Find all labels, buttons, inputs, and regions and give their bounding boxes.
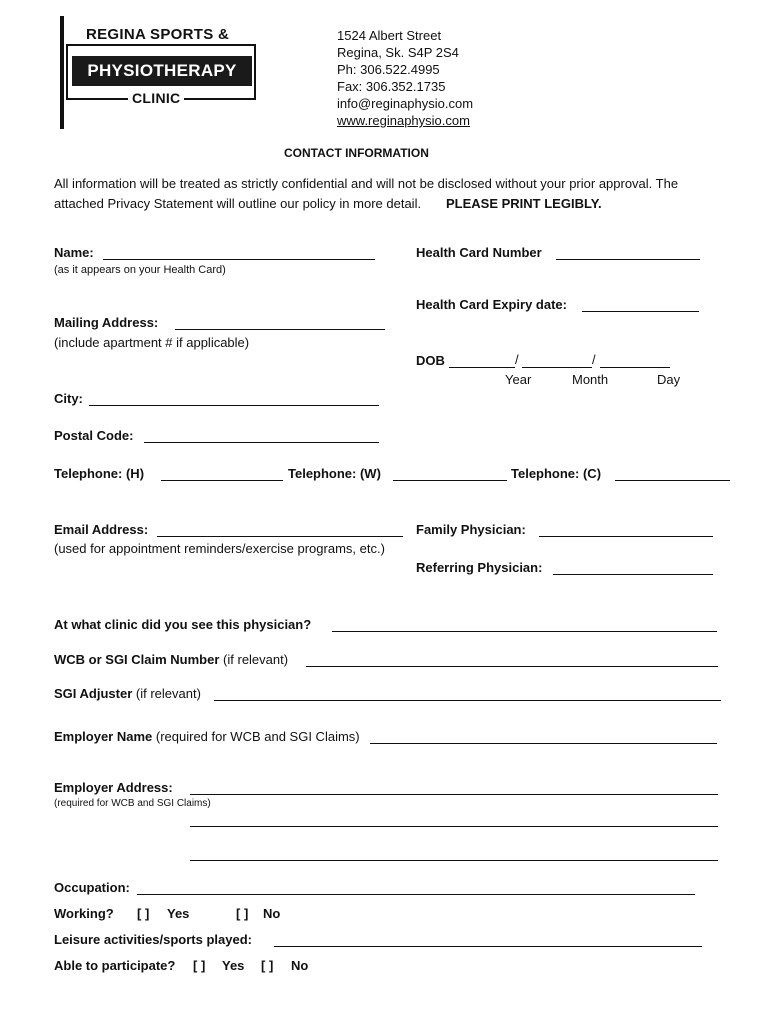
logo-text-top: REGINA SPORTS & bbox=[86, 26, 230, 43]
name-input-line[interactable] bbox=[103, 259, 375, 260]
referring-physician-label: Referring Physician: bbox=[416, 560, 543, 575]
employer-name-line[interactable] bbox=[370, 743, 717, 744]
dob-label: DOB bbox=[416, 353, 445, 368]
sgi-adjuster-line[interactable] bbox=[214, 700, 721, 701]
name-label: Name: bbox=[54, 245, 94, 260]
logo-text-main: PHYSIOTHERAPY bbox=[72, 56, 252, 86]
address-fax: Fax: 306.352.1735 bbox=[337, 79, 446, 94]
intro-line-2: attached Privacy Statement will outline our policy in more detail. bbox=[54, 196, 422, 211]
postal-code-line[interactable] bbox=[144, 442, 379, 443]
wcb-line[interactable] bbox=[306, 666, 718, 667]
leisure-line[interactable] bbox=[274, 946, 702, 947]
employer-address-note: (required for WCB and SGI Claims) bbox=[54, 798, 211, 809]
working-yes-label: Yes bbox=[167, 906, 190, 921]
sgi-adjuster-note: (if relevant) bbox=[135, 686, 201, 701]
address-street: 1524 Albert Street bbox=[337, 28, 442, 43]
employer-address-line-1[interactable] bbox=[190, 794, 718, 795]
telephone-cell-line[interactable] bbox=[615, 480, 730, 481]
able-yes-label: Yes bbox=[222, 958, 245, 973]
email-note: (used for appointment reminders/exercise programs, etc.) bbox=[54, 541, 385, 556]
employer-address-line-2[interactable] bbox=[190, 826, 718, 827]
logo-text-clinic: CLINIC bbox=[128, 90, 184, 106]
dob-day-line[interactable] bbox=[600, 367, 670, 368]
employer-name-note: (required for WCB and SGI Claims) bbox=[155, 729, 360, 744]
mailing-address-label: Mailing Address: bbox=[54, 315, 159, 330]
dob-year-line[interactable] bbox=[449, 367, 515, 368]
name-note: (as it appears on your Health Card) bbox=[54, 264, 226, 276]
able-yes-checkbox[interactable]: [ ] bbox=[193, 958, 206, 973]
occupation-label: Occupation: bbox=[54, 880, 130, 895]
mailing-address-line[interactable] bbox=[175, 329, 385, 330]
employer-address-line-3[interactable] bbox=[190, 860, 718, 861]
family-physician-line[interactable] bbox=[539, 536, 713, 537]
clinic-question-line[interactable] bbox=[332, 631, 717, 632]
health-card-expiry-label: Health Card Expiry date: bbox=[416, 297, 567, 312]
wcb-note: (if relevant) bbox=[223, 652, 289, 667]
occupation-line[interactable] bbox=[137, 894, 695, 895]
health-card-expiry-line[interactable] bbox=[582, 311, 699, 312]
health-card-number-line[interactable] bbox=[556, 259, 700, 260]
family-physician-label: Family Physician: bbox=[416, 522, 526, 537]
email-label: Email Address: bbox=[54, 522, 149, 537]
telephone-cell-label: Telephone: (C) bbox=[511, 466, 602, 481]
dob-month-caption: Month bbox=[572, 372, 609, 387]
telephone-home-label: Telephone: (H) bbox=[54, 466, 145, 481]
working-no-checkbox[interactable]: [ ] bbox=[236, 906, 249, 921]
working-label: Working? bbox=[54, 906, 114, 921]
address-city: Regina, Sk. S4P 2S4 bbox=[337, 45, 459, 60]
postal-code-label: Postal Code: bbox=[54, 428, 134, 443]
wcb-label: WCB or SGI Claim Number bbox=[54, 652, 220, 667]
dob-day-caption: Day bbox=[657, 372, 681, 387]
dob-year-caption: Year bbox=[505, 372, 532, 387]
dob-month-line[interactable] bbox=[522, 367, 592, 368]
telephone-home-line[interactable] bbox=[161, 480, 283, 481]
leisure-label: Leisure activities/sports played: bbox=[54, 932, 252, 947]
sgi-adjuster-label: SGI Adjuster bbox=[54, 686, 133, 701]
referring-physician-line[interactable] bbox=[553, 574, 713, 575]
address-website[interactable]: www.reginaphysio.com bbox=[337, 113, 470, 128]
clinic-question-label: At what clinic did you see this physician? bbox=[54, 617, 312, 632]
able-label: Able to participate? bbox=[54, 958, 176, 973]
employer-name-label: Employer Name bbox=[54, 729, 153, 744]
working-yes-checkbox[interactable]: [ ] bbox=[137, 906, 150, 921]
able-no-label: No bbox=[291, 958, 309, 973]
dob-separator-1: / bbox=[515, 352, 519, 367]
health-card-number-label: Health Card Number bbox=[416, 245, 542, 260]
dob-separator-2: / bbox=[592, 352, 596, 367]
able-no-checkbox[interactable]: [ ] bbox=[261, 958, 274, 973]
page-title: CONTACT INFORMATION bbox=[284, 146, 429, 160]
employer-address-label: Employer Address: bbox=[54, 780, 173, 795]
city-label: City: bbox=[54, 391, 83, 406]
intro-line-1: All information will be treated as strictly confidential and will not be disclosed without your prior approval. The bbox=[54, 176, 679, 191]
city-line[interactable] bbox=[89, 405, 379, 406]
email-line[interactable] bbox=[157, 536, 403, 537]
logo-bar bbox=[60, 16, 64, 129]
intro-emphasis: PLEASE PRINT LEGIBLY. bbox=[446, 196, 602, 211]
telephone-work-label: Telephone: (W) bbox=[288, 466, 381, 481]
working-no-label: No bbox=[263, 906, 281, 921]
address-phone: Ph: 306.522.4995 bbox=[337, 62, 440, 77]
address-email: info@reginaphysio.com bbox=[337, 96, 474, 111]
telephone-work-line[interactable] bbox=[393, 480, 507, 481]
mailing-address-note: (include apartment # if applicable) bbox=[54, 335, 250, 350]
